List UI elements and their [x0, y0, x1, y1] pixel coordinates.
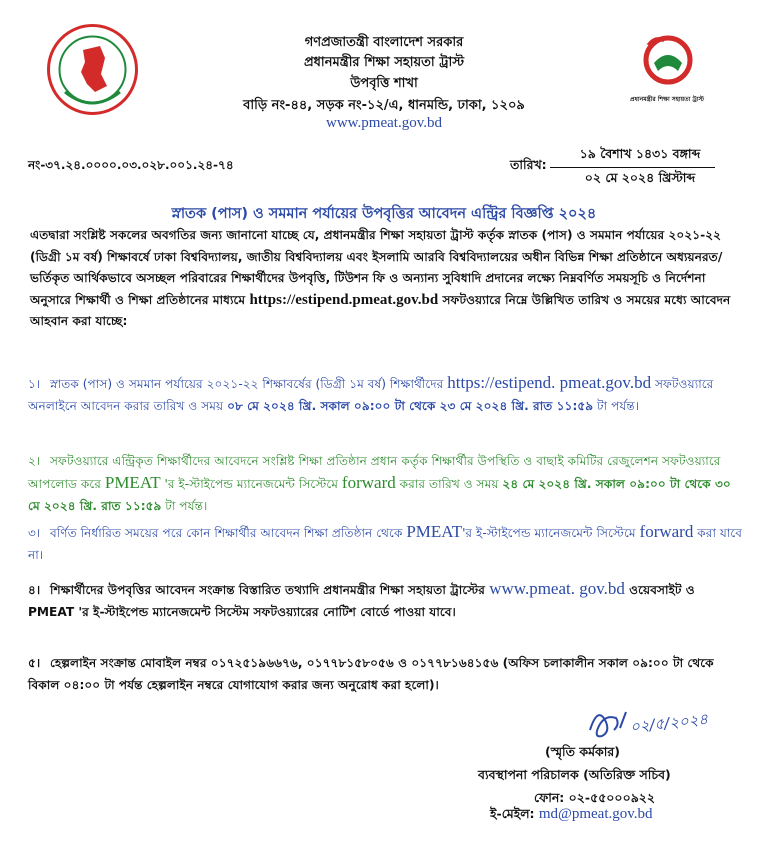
item-number: ৩। [28, 526, 41, 540]
list-item-5 [28, 652, 743, 696]
intro-text-before: এতদ্বারা সংশ্লিষ্ট সকলের অবগতির জন্য জানানো যাচ্ছে যে, প্রধানমন্ত্রীর শিক্ষা সহায়তা ট্রাস্ট কর্তৃক স্নাতক (পাস) ও সমমান পর্যায়ের ২০২১-২২ (ডিগ্রী ১ম বর্ষ) শিক্ষাবর্ষে ঢাকা বিশ্ববিদ্যালয়, জাতীয় বিশ্ববিদ্যালয় এবং ইসলামি আরবি বিশ্ববিদ্যালয়ের অধীন বিভিন্ন শিক্ষা প্রতিষ্ঠানে অধ্যয়নরত/ভর্তিকৃত আর্থিকভাবে অসচ্ছল পরিবারের শিক্ষার্থীদের উপবৃত্তি, টিউশন ফি ও অন্যান্য সুবিধাদি প্রদানের লক্ষ্যে নিম্নবর্ণিত সময়সূচি ও নির্দেশনা অনুসারে শিক্ষার্থী ও শিক্ষা প্রতিষ্ঠানের মাধ্যমে [30, 228, 723, 307]
item-text: শিক্ষার্থীদের উপবৃত্তির আবেদন সংক্রান্ত বিস্তারিত তথ্যাদি প্রধানমন্ত্রীর শিক্ষা সহায়তা ট্রাস্টের [50, 583, 490, 597]
item-number: ২। [28, 454, 41, 468]
item-text: 'র ই-স্টাইপেন্ড ম্যানেজমেন্ট সিস্টেমে [462, 526, 640, 540]
item-schedule: ২৪ মে ২০২৪ খ্রি. সকাল ০৯:০০ টা থেকে ৩০ মে ২০২৪ খ্রি. রাত ১১:৫৯ [28, 477, 731, 513]
item-text-english: forward [639, 522, 694, 541]
item-number: ১। [28, 377, 41, 391]
header-address: বাড়ি নং-৪৪, সড়ক নং-১২/এ, ধানমন্ডি, ঢাকা, ১২০৯ [243, 98, 525, 113]
date-label: তারিখ: [510, 157, 547, 172]
list-item-1 [28, 372, 743, 417]
signatory-email [490, 806, 653, 826]
item-text-english: PMEAT [406, 522, 463, 541]
date-english: ০২ মে ২০২৪ খ্রিস্টাব্দ [584, 170, 696, 185]
pmeat-website-link[interactable]: www.pmeat. gov.bd [489, 579, 625, 598]
item-text: 'র ই-স্টাইপেন্ড ম্যানেজমেন্ট সিস্টেমে [160, 477, 342, 491]
item-text: হেল্পলাইন সংক্রান্ত মোবাইল নম্বর ০১৭২৫১৯৬৬৭৬, ০১৭৭৮১৫৮০৫৬ ও ০১৭৭৮১৬৪১৫৬ (অফিস চলাকালীন সকাল ০৯:০০ টা থেকে বিকাল ০৪:০০ টা পর্যন্ত হেল্পলাইন নম্বরে যোগাযোগ করার জন্য অনুরোধ করা হলো)। [28, 656, 714, 692]
header-branch: উপবৃত্তি শাখা [350, 76, 418, 91]
item-text: করা যাবে না। [28, 526, 743, 562]
item-text: স্নাতক (পাস) ও সমমান পর্যায়ের ২০২১-২২ শিক্ষাবর্ষের (ডিগ্রী ১ম বর্ষ) শিক্ষার্থীদের [50, 377, 448, 391]
item-text: সফটওয়্যারে অনলাইনে আবেদন করার তারিখ ও সময় [28, 377, 714, 413]
item-number: ৫। [28, 656, 41, 670]
estipend-link[interactable]: https://estipend. pmeat.gov.bd [447, 373, 652, 392]
memo-number: নং-৩৭.২৪.০০০০.০৩.০২৮.০০১.২৪-৭৪ [28, 158, 234, 172]
list-item-3 [28, 521, 743, 566]
list-item-4 [28, 578, 743, 623]
email-label: ই-মেইল: [490, 806, 539, 821]
signatory-name: (স্মৃতি কর্মকার) [545, 744, 620, 759]
pmeat-logo-caption: প্রধানমন্ত্রীর শিক্ষা সহায়তা ট্রাস্ট [630, 96, 704, 103]
email-link[interactable]: md@pmeat.gov.bd [538, 806, 653, 822]
date-divider [550, 167, 715, 168]
item-text-english: PMEAT [104, 473, 161, 492]
item-text: টা পর্যন্ত। [593, 399, 640, 413]
list-item-2 [28, 450, 743, 517]
intro-paragraph [30, 225, 742, 333]
item-text: করার তারিখ ও সময় [395, 477, 503, 491]
item-text: টা পর্যন্ত। [161, 499, 208, 513]
handwritten-date: ০২/৫/২০২৪ [629, 709, 709, 737]
header-website-link[interactable]: www.pmeat.gov.bd [326, 115, 442, 131]
signatory-designation: ব্যবস্থাপনা পরিচালক (অতিরিক্ত সচিব) [478, 767, 671, 782]
signatory-phone: ফোন: ০২-৫৫০০০৯২২ [534, 790, 656, 805]
item-text: সফটওয়্যারে এন্ট্রিকৃত শিক্ষার্থীদের আবেদনে সংশ্লিষ্ট শিক্ষা প্রতিষ্ঠান প্রধান কর্তৃক শিক্ষার্থীর উপস্থিতি ও বাছাই কমিটির রেজুলেশন সফটওয়্যারে আপলোড করে [28, 454, 721, 491]
intro-estipend-link[interactable]: https://estipend.pmeat.gov.bd [249, 291, 439, 308]
item-text: বর্ণিত নির্ধারিত সময়ের পরে কোন শিক্ষার্থীর আবেদন শিক্ষা প্রতিষ্ঠান থেকে [50, 526, 407, 540]
date-bangla: ১৯ বৈশাখ ১৪৩১ বঙ্গাব্দ [579, 146, 701, 161]
header-trust-name: প্রধানমন্ত্রীর শিক্ষা সহায়তা ট্রাস্ট [303, 55, 465, 70]
header-government: গণপ্রজাতন্ত্রী বাংলাদেশ সরকার [304, 35, 464, 50]
item-text-english: forward [341, 473, 396, 492]
notice-title: স্নাতক (পাস) ও সমমান পর্যায়ের উপবৃত্তির আবেদন এন্ট্রির বিজ্ঞপ্তি ২০২৪ [171, 206, 597, 222]
item-text: ওয়েবসাইট ও PMEAT 'র ই-স্টাইপেন্ড ম্যানেজমেন্ট সিস্টেম সফটওয়্যারের নোটিশ বোর্ডে পাওয়া যাবে। [28, 583, 695, 619]
intro-text-after: সফটওয়্যারে নিম্নে উল্লিখিত তারিখ ও সময়ের মধ্যে আবেদন আহবান করা যাচ্ছে: [30, 292, 731, 328]
item-number: ৪। [28, 583, 41, 597]
item-schedule: ০৮ মে ২০২৪ খ্রি. সকাল ০৯:০০ টা থেকে ২৩ মে ২০২৪ খ্রি. রাত ১১:৫৯ [227, 399, 594, 413]
